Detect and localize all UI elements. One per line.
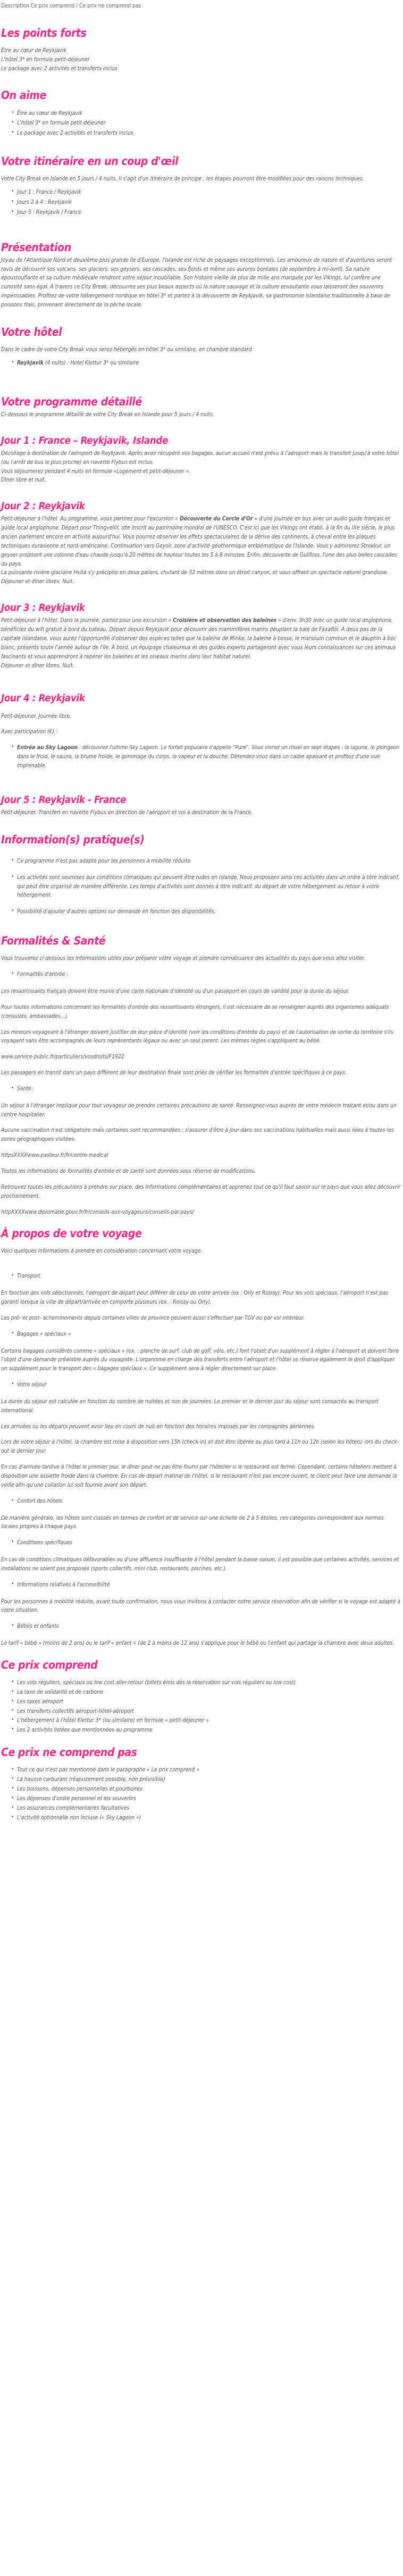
- section-title-a-propos: À propos de votre voyage: [1, 1227, 142, 1240]
- points-forts-item-1: Être au cœur de Reykjavik: [1, 47, 66, 54]
- section-title-itineraire: Votre itinéraire en un coup d'œil: [1, 155, 179, 168]
- list-item: • Transport: [17, 1272, 402, 1281]
- list-item: • Confort des hôtels: [17, 1497, 402, 1506]
- sante-para-1: Un séjour à l'étranger implique pour tout voyageur de prendre certaines précautions de santé. Renseignez-vous auprès de votre médecin traitant et/ou dans un centre hospitalier.: [1, 1102, 397, 1118]
- a-propos-bullet-confort: [1, 1497, 402, 1506]
- day-3-line-1: Déjeuner et dîner libres. Nuit.: [1, 662, 74, 669]
- section-title-points-forts: Les points forts: [1, 26, 87, 39]
- bebes-para-1: Le tarif « bébé » (moins de 2 ans) ou le tarif « enfant » (de 2 à moins de 12 ans) s'applique pour le bébé ou l'enfant qui partage la chambre avec deux adultes.: [1, 1640, 394, 1647]
- list-item: • Conditions spécifiques: [17, 1538, 402, 1547]
- service-public-url[interactable]: www.service-public.fr/particuliers/vosdroits/F1922: [1, 1054, 124, 1061]
- day-title-3: Jour 3 : Reykjavik: [1, 602, 85, 614]
- list-item: • Le package avec 2 activités et transferts inclus: [17, 129, 402, 138]
- infos-pratiques-list: [1, 857, 402, 916]
- ce-prix-comprend-list: [1, 1678, 402, 1735]
- day-3-pre: Petit-déjeuner à l'hôtel. Dans la journée, partez pour une excursion «: [1, 617, 173, 624]
- formalites-entree-para-1: Les ressortissants français doivent être munis d'une carte nationale d'identité ou d'un passeport en cours de validité pour la durée du séjour.: [1, 988, 350, 995]
- list-item: • Informations relatives à l'accessibilité: [17, 1580, 402, 1589]
- list-item: • Les activités sont soumises aux conditions climatiques qui peuvent être rudes en Islande. Nous proposons ainsi ces activités dans un ordre à titre indicatif, qui peut être organisé de manière différente. Les temps d'activités sont donnés à titre indicatif, du départ de votre hébergement au retour à votre hébergement.: [17, 873, 402, 900]
- list-item: • Être au cœur de Reykjavik: [17, 109, 402, 118]
- a-propos-bullet-sejour: [1, 1380, 402, 1389]
- list-item: • Les dépenses d'ordre personnel et les souvenirs: [17, 1794, 402, 1803]
- bagages-para-1: Certains bagages considérés comme « spéciaux » (ex. : planche de surf, club de golf, vélo, etc.) font l'objet d'un supplément à régler à l'aéroport et doivent faire l'objet d'une demande préalable auprès du voyagiste. L'organisme en charge des transferts entre l'aéroport et l'hôtel se réserve également le droit d'appliquer un supplément pour le transport des « bagages spéciaux ». Ce supplément sera à régler directement sur place.: [1, 1347, 399, 1372]
- list-item: • Votre séjour: [17, 1380, 402, 1389]
- diplomatie-url[interactable]: httpXXXXwww.diplomatie.gouv.fr/fr/conseils-aux-voyageurs/conseils-par-pays/: [1, 1208, 194, 1215]
- day-title-2: Jour 2 : Reykjavik: [1, 501, 85, 512]
- day-4-option-name: Entrée au Sky Lagoon: [17, 744, 78, 751]
- itineraire-list: [1, 188, 402, 217]
- day-2-pre: Petit-déjeuner à l'hôtel. Au programme, vous partirez pour l'excursion «: [1, 516, 180, 523]
- day-1-line-3: Dîner libre et nuit.: [1, 477, 46, 484]
- list-item: • L'activité optionnelle non incluse (« Sky Lagoon »): [17, 1813, 402, 1823]
- list-item: • Les boissons, dépenses personnelles et pourboires: [17, 1785, 402, 1794]
- section-title-infos-pratiques: Information(s) pratique(s): [1, 833, 145, 846]
- list-item: • L'hébergement à l'hôtel Klettur 3* (ou similaire) en formule « petit-déjeuner »: [17, 1716, 402, 1725]
- section-title-hotel: Votre hôtel: [1, 325, 62, 338]
- section-title-presentation: Présentation: [1, 241, 71, 254]
- day-3-post: » d'env. 3h30 avec un guide local anglophone, bénéficiez du wifi gratuit à bord du bateau. Départ depuis Reykjavik pour découvrir des mammifères marins peuplant la baie de Faxaflói. À deux pas de la capitale islandaise, vous aurez l'opportunité d'observer des espèces telles que la baleine de Minke, la baleine à bosse, le marsouin commun et le dauphin à bec blanc, présents toute l'année autour de l'île. À bord, un équipage chaleureux et des guides experts partageront avec vous leurs connaissances sur ces animaux fascinants et vous apprendront à repérer les baleines et les oiseaux marins dans leur habitat naturel.: [1, 617, 397, 660]
- list-item: [17, 743, 402, 771]
- on-aime-list: [1, 109, 402, 138]
- list-item: • Les vols réguliers, spéciaux ou low cost aller-retour (billets émis dès la réservation sur vols réguliers ou low cost): [17, 1678, 402, 1687]
- programme-intro: Ci-dessous le programme détaillé de votre City Break en Islande pour 5 jours / 4 nuits.: [1, 411, 214, 418]
- list-item: • L'hôtel 3* en formule petit-déjeuner: [17, 119, 402, 128]
- sejour-para-4: En cas d'arrivée tardive à l'hôtel le premier jour, le dîner peut ne pas être fourni par l'hôtelier si le restaurant est fermé. Cependant, certains hôteliers mettent à disposition une assiette froide dans la chambre. En cas de départ matinal de l'hôtel, si le restaurant n'est pas encore ouvert, le client peut faire une demande la veille afin qu'une collation lui soit fournie avant son départ.: [1, 1464, 397, 1488]
- transport-para-2: Les pré- et post- acheminements depuis certaines villes de province peuvent aussi s'effectuer par TGV ou par vol intérieur.: [1, 1314, 305, 1321]
- day-2-paragraph: [1, 515, 402, 568]
- formalites-tail-para-2: Retrouvez toutes les précautions à prendre sur place, des informations complémentaires et apprenez tout ce qu'il faut savoir sur le pays que vous allez découvrir prochainement.: [1, 1183, 401, 1199]
- day-title-5: Jour 5 : Reykjavik - France: [1, 794, 127, 806]
- list-item: • Jours 2 à 4 : Reykjavik: [17, 198, 402, 207]
- presentation-text: Joyau de l'Atlantique Nord et deuxième plus grande île d'Europe, l'Islande est riche de paysages exceptionnels. Les amoureux de nature et d'aventures seront ravis de découvrir ses volcans, ses glaciers, ses geysers, ses cascades, ses fjords et même ses aurores boréales (de septembre à mi-avril). Sa nature époustouflante et sa culture médiévale rendront votre séjour inoubliable. Son histoire vieille de plus de mille ans marquée par les Vikings, lui confère une curiosité sans égal. À travers ce City Break, découvrez ses plus beaux aspects où la nature sauvage et la culture envoutante vous laisseront des souvenirs impérissables. Profitez de votre hébergement nordique en hôtel 3* et partez à la découverte de Reykjavik, sa gastronomie islandaise traditionnelle à base de poissons frais, provenant directement de la pêche locale.: [1, 256, 392, 308]
- list-item: • Formalités d'entrée :: [17, 970, 402, 979]
- sejour-para-2: Les arrivées ou les départs peuvent avoir lieu en cours de nuit en fonction des horaires imposés par les compagnies aériennes.: [1, 1423, 316, 1430]
- section-title-formalites: Formalités & Santé: [1, 934, 106, 948]
- list-item: • Les transferts collectifs aéroport-hôtel-aéroport: [17, 1707, 402, 1716]
- section-title-on-aime: On aime: [1, 89, 47, 102]
- pasteur-url[interactable]: httpsXXXXwww.pasteur.fr/fr/centre-medical: [1, 1152, 108, 1159]
- formalites-sante-bullet: [1, 1084, 402, 1094]
- day-1-line-2: Vous séjournerez pendant 4 nuits en formule «Logement et petit-déjeuner ».: [1, 468, 191, 475]
- day-3-paragraph: [1, 616, 402, 661]
- hotel-list: [1, 359, 402, 368]
- list-item: • Jour 1 : France / Reykjavik: [17, 188, 402, 197]
- a-propos-bullet-bebes: [1, 1622, 402, 1631]
- ce-prix-ne-comprend-pas-list: [1, 1766, 402, 1822]
- list-item: • Les 2 activités listées que mentionnées au programme: [17, 1726, 402, 1735]
- day-1-line-1: Décollage à destination de l'aéroport de Reykjavik. Après avoir récupéré vos bagages, aucun accueil n'est prévu à l'aéroport mais le transfert jusqu'à votre hôtel (ou l'arrêt de bus le plus proche) en navette Flybus est inclus.: [1, 450, 399, 466]
- list-item: • Les assurances complémentaires facultatives: [17, 1804, 402, 1813]
- hotel-detail: (4 nuits) : Hotel Klettur 3* ou similaire: [43, 359, 139, 366]
- day-4-options-list: [1, 743, 402, 771]
- day-2-line-2: Déjeuner et dîner libres. Nuit.: [1, 578, 74, 585]
- formalites-entree-bullet: [1, 970, 402, 979]
- list-item: • Jour 5 : Reykjavik / France: [17, 208, 402, 217]
- day-2-post: » d'une journée en bus avec un audio guide français et guide local anglophone. Départ pour Thingvellir, site inscrit au patrimoine mondial de l'UNESCO. C'est ici que les Vikings ont établi, à la fin du IXe siècle, le plus ancien parlement encore en activité aujourd'hui. Vous pourrez observer les effets spectaculaires de la dérive des continents, à cheval entre les plaques tectoniques eurasienne et nord-américaine. Continuation vers Geysir, zone d'activité géothermique emblématique de l'Islande. Vous y admirerez Strokkur, un geyser projetant une colonne d'eau chaude jusqu'à 20 mètres de hauteur toutes les 5 à 8 minutes. Enfin, découverte de Gullfoss, l'une des plus belles cascades du pays.: [1, 516, 397, 567]
- hotel-city: Reykjavik: [17, 359, 44, 366]
- formalites-transit-para: Les passagers en transit dans un pays différent de leur destination finale sont priés de vérifier les formalités d'entrée spécifiques à ce pays.: [1, 1070, 347, 1076]
- confort-para-1: De manière générale, les hôtels sont classés en termes de confort et de service sur une échelle de 2 à 5 étoiles, ces catégories correspondent aux normes locales propres à chaque pays.: [1, 1514, 384, 1530]
- points-forts-item-3: Le package avec 2 activités et transferts inclus: [1, 65, 117, 72]
- sejour-para-1: La durée du séjour est calculée en fonction du nombre de nuitées et non de journées. Le premier et le dernier jour du séjour sont consacrés au transport international.: [1, 1398, 379, 1414]
- a-propos-bullet-bagages: [1, 1330, 402, 1339]
- formalites-entree-para-2: Pour toutes informations concernant les formalités d'entrée des ressortissants étrangers, il est nécessaire de se renseigner auprès des organismes adéquats (consulats, ambassades…).: [1, 1004, 389, 1020]
- formalites-tail-para-1: Toutes les informations de formalités d'entrée et de santé sont données sous réserve de modifications.: [1, 1167, 256, 1174]
- list-item: • Bagages « spéciaux »: [17, 1330, 402, 1339]
- list-item: • Bébés et enfants: [17, 1622, 402, 1631]
- list-item: • Tout ce qui n'est pas mentionné dans le paragraphe « Le prix comprend »: [17, 1766, 402, 1775]
- breadcrumb: Description Ce prix comprend / Ce prix ne comprend pas: [1, 3, 141, 9]
- a-propos-bullet-transport: [1, 1272, 402, 1281]
- a-propos-intro: Voici quelques informations à prendre en considération concernant votre voyage.: [1, 1248, 203, 1255]
- sante-para-2: Aucune vaccination n'est obligatoire mais certaines sont recommandées ; s'assurer d'être à jour dans ses vaccinations habituelles mais aussi liées à toutes les zones géographiques visitées.: [1, 1127, 394, 1143]
- transport-para-1: En fonction des vols sélectionnés, l'aéroport de départ peut différer de celui de votre arrivée (ex : Orly et Roissy). Pour les vols spéciaux, l'aéroport n'est pas garanti lorsque la ville de départ/arrivée en comporte plusieurs (ex. : Roissy ou Orly).: [1, 1290, 388, 1306]
- section-title-ce-prix-comprend: Ce prix comprend: [1, 1658, 98, 1671]
- sejour-para-3: Lors de votre séjour à l'hôtel, la chambre est mise à disposition vers 15h (check-in) et doit être libérée au plus tard à 11h ou 12h (selon les hôtels) lors du check-out le dernier jour.: [1, 1439, 399, 1455]
- a-propos-bullet-conditions: [1, 1538, 402, 1547]
- accessibilite-para-1: Pour les personnes à mobilité réduite, avant toute confirmation, nous vous invitons à contacter notre service réservation afin de vérifier si le voyage est adapté à votre situation.: [1, 1598, 401, 1614]
- list-item: • Les taxes aéroport: [17, 1697, 402, 1707]
- day-title-4: Jour 4 : Reykjavik: [1, 693, 85, 705]
- points-forts-item-2: L'hôtel 3* en formule petit-déjeuner: [1, 56, 90, 63]
- day-2-excursion-name: Découverte du Cercle d'Or: [179, 516, 253, 523]
- day-4-line-1: Petit-déjeuner. Journée libre.: [1, 713, 71, 719]
- list-item: • Ce programme n'est pas adapté pour les personnes à mobilité réduite.: [17, 857, 402, 866]
- hotel-intro: Dans le cadre de votre City Break vous serez hébergés en hôtel 3* ou similaire, en chambre standard.: [1, 346, 254, 353]
- list-item: • Santé :: [17, 1084, 402, 1094]
- list-item: • Possibilité d'ajouter d'autres options sur demande en fonction des disponibilités.: [17, 907, 402, 916]
- formalites-intro: Vous trouverez ci-dessous les informations utiles pour préparer votre voyage et prendre connaissance des actualités du pays que vous allez visiter.: [1, 955, 365, 962]
- itineraire-intro: Votre City Break en Islande en 5 jours / 4 nuits. Il s'agit d'un itinéraire de principe : les étapes pourront être modifiées pour des raisons techniques.: [1, 176, 364, 183]
- list-item: • La hausse carburant (réajustement possible, non prévisible): [17, 1775, 402, 1784]
- conditions-para-1: En cas de conditions climatiques défavorables ou d'une affluence insuffisante à l'hôtel pendant la basse saison, il est possible que certaines activités, services et installations ne soient pas proposés (sports collectifs, mini club, restaurants, piscines, etc.).: [1, 1556, 399, 1572]
- section-title-programme: Votre programme détaillé: [1, 395, 142, 408]
- section-title-ce-prix-ne-comprend-pas: Ce prix ne comprend pas: [1, 1746, 137, 1759]
- travel-brochure-page: [0, 2, 403, 1828]
- day-4-option-detail: : découvrez l'ultime Sky Lagoon. Le forfait populaire s'appelle "Pure". Vous vivrez un rituel en sept étapes : la lagune, le plongeon dans le froid, le sauna, la brume froide, le gommage du corps, la vapeur et la douche. Détendez-vous dans un cadre apaisant et profitez d'une vue imprenable.: [17, 744, 400, 769]
- formalites-entree-para-3: Les mineurs voyageant à l'étranger doivent justifier de leur pièce d'identité (voir les conditions d'entrée du pays) et de l'autorisation de sortie du territoire s'ils voyagent sans être accompagnés de leurs représentants légaux ou avec un seul parent. Les mêmes règles s'appliquent au bébé.: [1, 1029, 393, 1045]
- day-4-line-2: Avec participation (€) :: [1, 728, 57, 735]
- list-item: [17, 359, 402, 368]
- day-5-line-1: Petit-déjeuner. Transfert en navette Flybus en direction de l'aéroport et vol à destination de la France.: [1, 809, 253, 816]
- day-3-excursion-name: Croisière et observation des baleines: [173, 617, 277, 624]
- a-propos-bullet-accessibilite: [1, 1580, 402, 1589]
- list-item: • La taxe de solidarité et de carbone: [17, 1688, 402, 1697]
- day-2-line-1: La puissante rivière glaciaire Hvítá s'y précipite en deux paliers, chutant de 32 mètres dans un étroit canyon, et vous offrant un spectacle naturel grandiose.: [1, 569, 389, 576]
- day-title-1: Jour 1 : France – Reykjavik, Islande: [1, 435, 169, 446]
